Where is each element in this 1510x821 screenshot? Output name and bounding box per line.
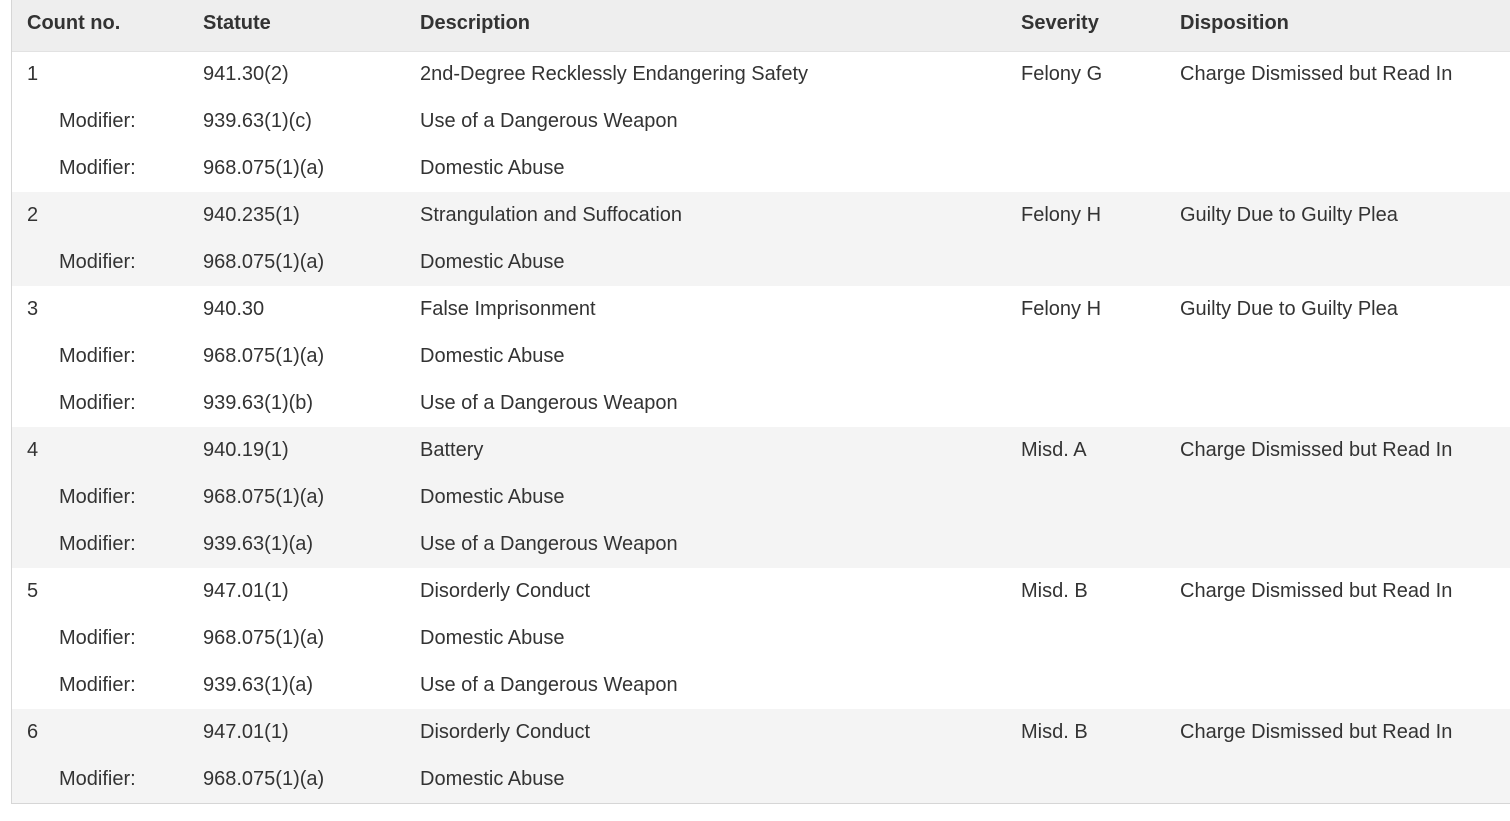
statute-cell: 947.01(1) — [203, 721, 289, 743]
empty-cell — [1165, 98, 1510, 145]
empty-cell — [1006, 662, 1165, 709]
modifier-label: Modifier: — [59, 627, 136, 649]
table-row — [12, 192, 1510, 239]
modifier-row — [12, 756, 1510, 803]
modifier-row — [12, 333, 1510, 380]
count-number: 5 — [27, 580, 39, 602]
modifier-description-cell: Domestic Abuse — [420, 486, 565, 508]
modifier-description-cell: Use of a Dangerous Weapon — [420, 392, 678, 414]
empty-cell — [1165, 239, 1510, 286]
statute-cell: 941.30(2) — [203, 63, 289, 86]
disposition-cell: Charge Dismissed but Read In — [1180, 63, 1453, 86]
charges-table — [12, 0, 1510, 803]
severity-cell: Misd. A — [1021, 439, 1087, 461]
modifier-statute-cell: 968.075(1)(a) — [203, 157, 325, 179]
description-cell: Battery — [420, 439, 484, 461]
modifier-row — [12, 521, 1510, 568]
disposition-cell: Charge Dismissed but Read In — [1180, 721, 1453, 743]
table-row — [12, 709, 1510, 756]
empty-cell — [1006, 333, 1165, 380]
modifier-statute-cell: 939.63(1)(b) — [203, 392, 314, 414]
header-count: Count no. — [12, 0, 188, 51]
empty-cell — [1165, 145, 1510, 192]
severity-cell: Misd. B — [1021, 580, 1088, 602]
empty-cell — [1165, 380, 1510, 427]
empty-cell — [1006, 756, 1165, 803]
modifier-row — [12, 239, 1510, 286]
modifier-description-cell: Domestic Abuse — [420, 251, 565, 273]
severity-cell: Felony H — [1021, 204, 1102, 226]
modifier-statute-cell: 968.075(1)(a) — [203, 251, 325, 273]
modifier-description-cell: Use of a Dangerous Weapon — [420, 674, 678, 696]
empty-cell — [1006, 239, 1165, 286]
count-number: 6 — [27, 721, 39, 743]
description-cell: 2nd-Degree Recklessly Endangering Safety — [420, 63, 808, 86]
empty-cell — [1165, 615, 1510, 662]
empty-cell — [1006, 380, 1165, 427]
severity-cell: Misd. B — [1021, 721, 1088, 743]
modifier-row — [12, 98, 1510, 145]
modifier-label: Modifier: — [59, 110, 136, 132]
modifier-statute-cell: 968.075(1)(a) — [203, 345, 325, 367]
description-cell: Strangulation and Suffocation — [420, 204, 683, 226]
header-description: Description — [405, 0, 1006, 51]
modifier-label: Modifier: — [59, 251, 136, 273]
table-row — [12, 286, 1510, 333]
count-number: 3 — [27, 298, 39, 320]
severity-cell: Felony G — [1021, 63, 1103, 86]
header-disposition: Disposition — [1165, 0, 1510, 51]
modifier-label: Modifier: — [59, 157, 136, 179]
modifier-statute-cell: 939.63(1)(c) — [203, 110, 312, 132]
modifier-label: Modifier: — [59, 768, 136, 790]
empty-cell — [1165, 333, 1510, 380]
modifier-statute-cell: 968.075(1)(a) — [203, 768, 325, 790]
modifier-row — [12, 474, 1510, 521]
modifier-description-cell: Domestic Abuse — [420, 345, 565, 367]
modifier-label: Modifier: — [59, 345, 136, 367]
count-number: 2 — [27, 204, 39, 226]
empty-cell — [1006, 521, 1165, 568]
table-row — [12, 427, 1510, 474]
count-number: 4 — [27, 439, 39, 461]
header-statute: Statute — [188, 0, 405, 51]
modifier-row — [12, 615, 1510, 662]
description-cell: False Imprisonment — [420, 298, 596, 320]
empty-cell — [1165, 474, 1510, 521]
modifier-description-cell: Domestic Abuse — [420, 627, 565, 649]
empty-cell — [1165, 756, 1510, 803]
statute-cell: 940.30 — [203, 298, 265, 320]
empty-cell — [1165, 521, 1510, 568]
empty-cell — [1165, 662, 1510, 709]
empty-cell — [1006, 615, 1165, 662]
header-severity: Severity — [1006, 0, 1165, 51]
empty-cell — [1006, 145, 1165, 192]
table-row — [12, 568, 1510, 615]
empty-cell — [1006, 474, 1165, 521]
table-body — [12, 51, 1510, 803]
modifier-row — [12, 145, 1510, 192]
modifier-statute-cell: 939.63(1)(a) — [203, 674, 314, 696]
description-cell: Disorderly Conduct — [420, 580, 591, 602]
modifier-statute-cell: 968.075(1)(a) — [203, 627, 325, 649]
table-row — [12, 51, 1510, 98]
modifier-description-cell: Domestic Abuse — [420, 768, 565, 790]
modifier-label: Modifier: — [59, 533, 136, 555]
description-cell: Disorderly Conduct — [420, 721, 591, 743]
statute-cell: 940.19(1) — [203, 439, 289, 461]
disposition-cell: Charge Dismissed but Read In — [1180, 580, 1453, 602]
modifier-row — [12, 380, 1510, 427]
modifier-statute-cell: 939.63(1)(a) — [203, 533, 314, 555]
modifier-description-cell: Use of a Dangerous Weapon — [420, 110, 678, 132]
disposition-cell: Guilty Due to Guilty Plea — [1180, 204, 1398, 226]
count-number: 1 — [27, 63, 39, 86]
disposition-cell: Guilty Due to Guilty Plea — [1180, 298, 1398, 320]
table-header — [12, 0, 1510, 51]
charges-table-container — [11, 0, 1510, 804]
disposition-cell: Charge Dismissed but Read In — [1180, 439, 1453, 461]
modifier-row — [12, 662, 1510, 709]
empty-cell — [1006, 98, 1165, 145]
header-row — [12, 0, 1510, 51]
modifier-description-cell: Domestic Abuse — [420, 157, 565, 179]
statute-cell: 947.01(1) — [203, 580, 289, 602]
modifier-label: Modifier: — [59, 674, 136, 696]
modifier-label: Modifier: — [59, 486, 136, 508]
severity-cell: Felony H — [1021, 298, 1102, 320]
modifier-label: Modifier: — [59, 392, 136, 414]
modifier-description-cell: Use of a Dangerous Weapon — [420, 533, 678, 555]
modifier-statute-cell: 968.075(1)(a) — [203, 486, 325, 508]
statute-cell: 940.235(1) — [203, 204, 300, 226]
